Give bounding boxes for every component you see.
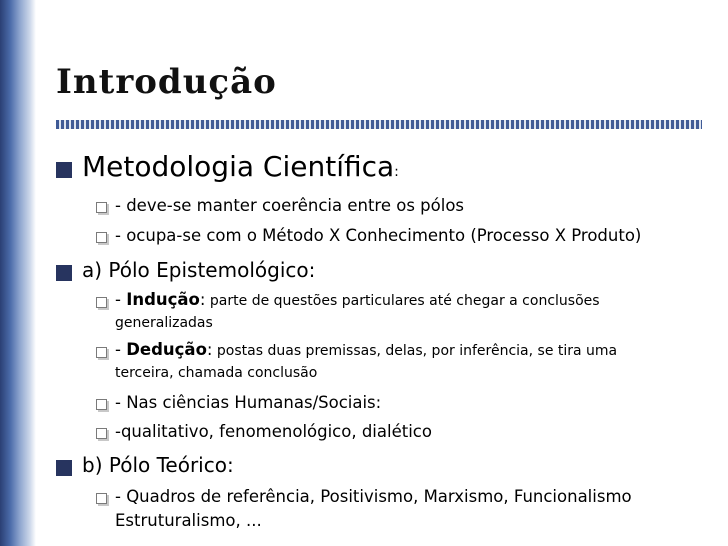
bullet-level1-text: b) Pólo Teórico: (82, 453, 234, 477)
bullet-level2-continuation: terceira, chamada conclusão (115, 365, 318, 381)
hollow-square-bullet-icon (96, 202, 107, 213)
left-decorative-bar (0, 0, 36, 546)
bullet-level2-text: - Dedução: postas duas premissas, delas, por inferência, se tira uma (115, 340, 618, 359)
bullet-level2-text: - Indução: parte de questões particulares até chegar a conclusões (115, 290, 600, 309)
title-underline (56, 120, 702, 129)
square-bullet-icon (56, 265, 72, 281)
square-bullet-icon (56, 162, 72, 178)
bullet-level2-text: - Quadros de referência, Positivismo, Marxismo, Funcionalismo (115, 487, 632, 506)
bullet-level2-continuation: Estruturalismo, ... (115, 511, 262, 530)
bullet-level1-text: Metodologia Científica: (82, 150, 399, 183)
bullet-level2-text: -qualitativo, fenomenológico, dialético (115, 422, 432, 441)
bullet-level2-text: - deve-se manter coerência entre os pólos (115, 196, 465, 215)
bullet-level2-continuation: generalizadas (115, 315, 213, 331)
hollow-square-bullet-icon (96, 232, 107, 243)
hollow-square-bullet-icon (96, 428, 107, 439)
square-bullet-icon (56, 460, 72, 476)
hollow-square-bullet-icon (96, 297, 107, 308)
bullet-level1-text: a) Pólo Epistemológico: (82, 258, 316, 282)
hollow-square-bullet-icon (96, 493, 107, 504)
bullet-level2-text: - Nas ciências Humanas/Sociais: (115, 393, 382, 412)
hollow-square-bullet-icon (96, 399, 107, 410)
hollow-square-bullet-icon (96, 347, 107, 358)
slide-title: Introdução (56, 62, 277, 102)
bullet-level2-text: - ocupa-se com o Método X Conhecimento (Processo X Produto) (115, 226, 642, 245)
